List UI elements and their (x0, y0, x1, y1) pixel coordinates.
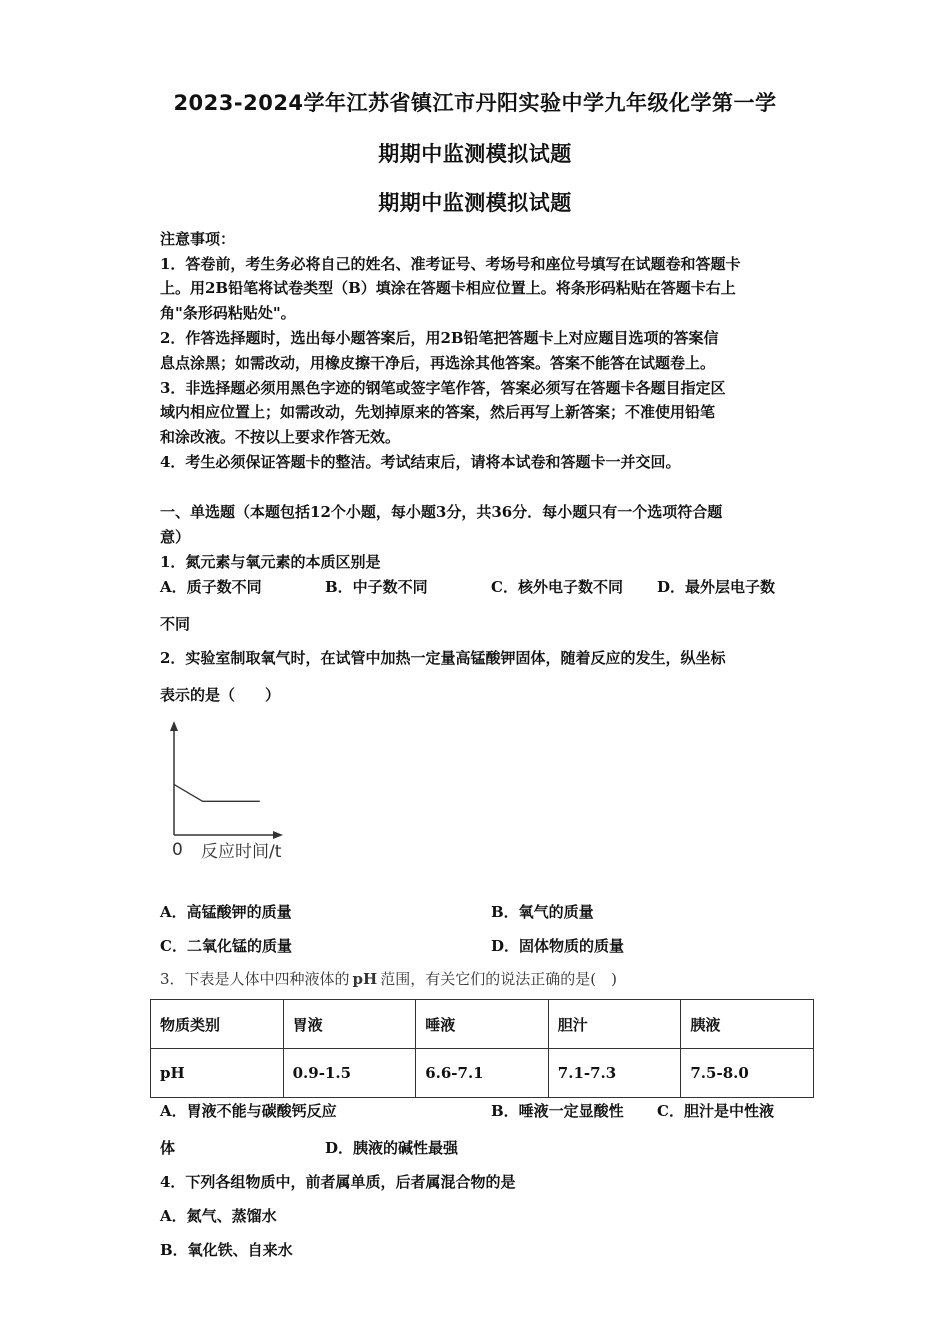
q1-option-b: B．中子数不同 (325, 578, 428, 596)
q4-option-b: B．氧化铁、自来水 (160, 1241, 293, 1259)
q2-option-d: D．固体物质的质量 (491, 937, 625, 955)
q1-option-a: A．质子数不同 (160, 578, 262, 596)
page-title-line-1: 2023-2024学年江苏省镇江市丹阳实验中学九年级化学第一学 (173, 91, 777, 115)
notice-line: 上。用2B铅笔将试卷类型（B）填涂在答题卡相应位置上。将条形码粘贴在答题卡右上 (160, 279, 736, 297)
q3-option-d: D．胰液的碱性最强 (325, 1139, 459, 1157)
q4-stem: 4．下列各组物质中，前者属单质，后者属混合物的是 (160, 1173, 516, 1191)
q1-option-d: D．最外层电子数 (657, 578, 776, 596)
q2-option-b: B．氧气的质量 (491, 903, 594, 921)
table-row (151, 1049, 814, 1098)
table-header-cell: 胰液 (681, 1000, 814, 1049)
q3-option-c-cont: 体 (160, 1139, 176, 1157)
q2-option-a: A．高锰酸钾的质量 (160, 903, 292, 921)
q2-stem-cont: 表示的是（ ） (160, 686, 281, 704)
table-cell: 7.5-8.0 (681, 1049, 814, 1098)
q3-option-b: B．唾液一定显酸性 (491, 1102, 624, 1120)
q1-stem: 1．氮元素与氧元素的本质区别是 (160, 553, 381, 571)
table-cell: 0.9-1.5 (283, 1049, 416, 1098)
q2-stem: 2．实验室制取氧气时，在试管中加热一定量高锰酸钾固体，随着反应的发生，纵坐标 (160, 649, 726, 667)
series-line (174, 784, 260, 801)
notice-line: 1．答卷前，考生务必将自己的姓名、准考证号、考场号和座位号填写在试题卷和答题卡 (160, 255, 741, 273)
q3-stem-prefix: 3．下表是人体中四种液体的 (160, 970, 350, 988)
table-header-cell: 胃液 (283, 1000, 416, 1049)
notice-line: 2．作答选择题时，选出每小题答案后，用2B铅笔把答题卡上对应题目选项的答案信 (160, 329, 719, 347)
x-axis-arrow-icon (273, 831, 283, 839)
table-header-cell: 物质类别 (151, 1000, 284, 1049)
page-title-line-2: 期期中监测模拟试题 (378, 142, 572, 166)
ph-table (150, 999, 814, 1098)
notice-line: 域内相应位置上；如需改动，先划掉原来的答案，然后再写上新答案；不准使用铅笔 (160, 403, 716, 421)
notice-line: 和涂改液。不按以上要求作答无效。 (160, 428, 401, 446)
q3-stem-suffix: 范围，有关它们的说法正确的是( ) (380, 970, 617, 988)
notice-line: 3．非选择题必须用黑色字迹的钢笔或签字笔作答，答案必须写在答题卡各题目指定区 (160, 379, 726, 397)
x-axis-label: 反应时间/t (201, 842, 282, 862)
page-title-line-3: 期期中监测模拟试题 (378, 191, 572, 215)
q3-option-a: A．胃液不能与碳酸钙反应 (160, 1102, 337, 1120)
y-axis-arrow-icon (170, 721, 178, 731)
q2-option-c: C．二氧化锰的质量 (160, 937, 292, 955)
table-cell: 6.6-7.1 (416, 1049, 549, 1098)
notice-line: 4．考生必须保证答题卡的整洁。考试结束后，请将本试卷和答题卡一并交回。 (160, 453, 681, 471)
q2-chart (155, 715, 305, 865)
table-header-cell: 胆汁 (548, 1000, 681, 1049)
notice-line: 角"条形码粘贴处"。 (160, 304, 296, 322)
q4-option-a: A．氮气、蒸馏水 (160, 1207, 277, 1225)
origin-label: 0 (172, 840, 183, 860)
notice-heading: 注意事项： (160, 230, 236, 248)
table-cell: pH (151, 1049, 284, 1098)
q1-option-d-cont: 不同 (160, 615, 191, 633)
table-cell: 7.1-7.3 (548, 1049, 681, 1098)
q3-stem (160, 968, 617, 989)
table-header-cell: 唾液 (416, 1000, 549, 1049)
q3-option-c: C．胆汁是中性液 (657, 1102, 774, 1120)
q3-stem-ph: pH (352, 970, 378, 988)
table-header-row (151, 1000, 814, 1049)
section-heading: 一、单选题（本题包括12个小题，每小题3分，共36分．每小题只有一个选项符合题 (160, 503, 723, 521)
section-heading-cont: 意） (160, 528, 191, 546)
q1-option-c: C．核外电子数不同 (491, 578, 623, 596)
notice-line: 息点涂黑；如需改动，用橡皮擦干净后，再选涂其他答案。答案不能答在试题卷上。 (160, 354, 716, 372)
